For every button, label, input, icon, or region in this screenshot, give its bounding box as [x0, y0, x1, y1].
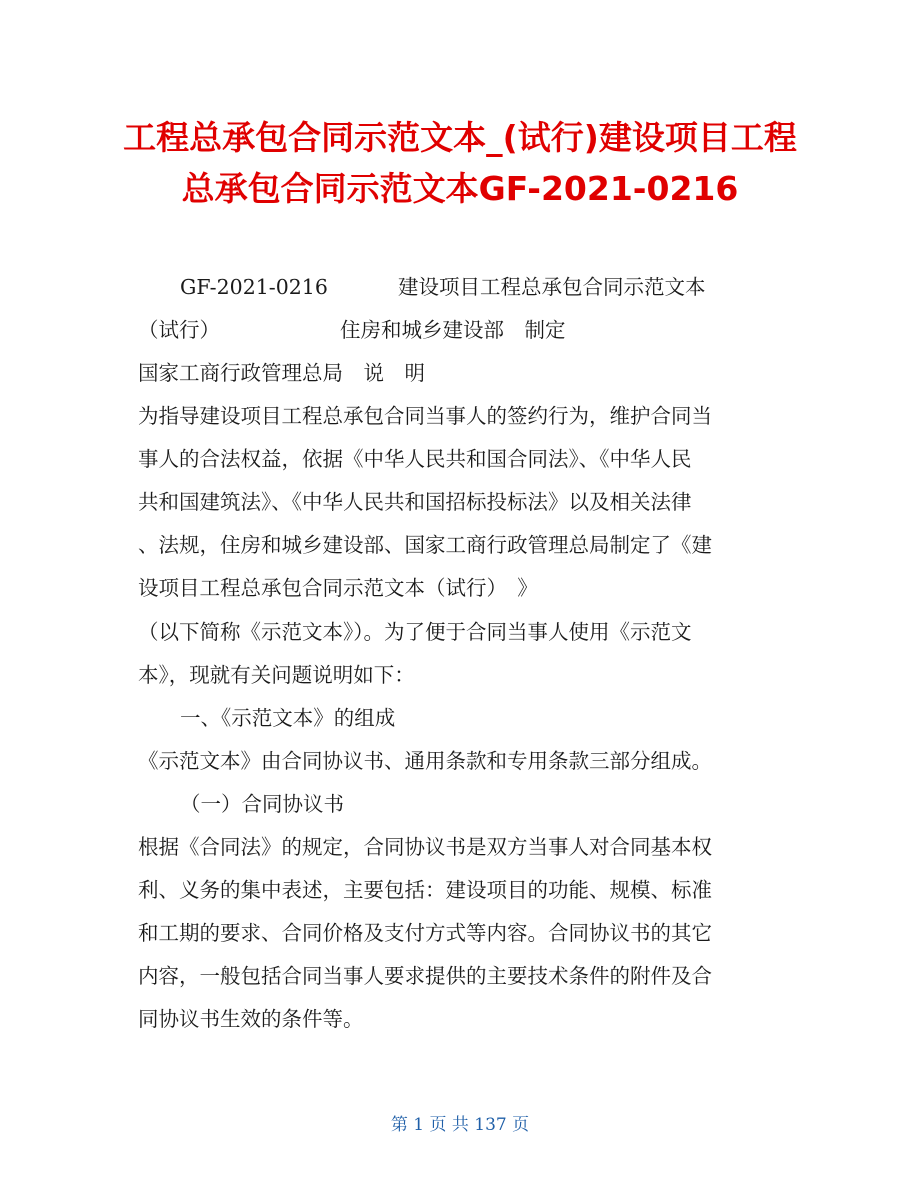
section-heading: 一、《示范文本》的组成	[180, 706, 396, 730]
paragraph-line: 根据《合同法》的规定，合同协议书是双方当事人对合同基本权	[138, 835, 712, 859]
paragraph-line: 同协议书生效的条件等。	[138, 1007, 364, 1031]
paragraph-line: 为指导建设项目工程总承包合同当事人的签约行为，维护合同当	[138, 404, 712, 428]
paragraph-line: 共和国建筑法》、《中华人民共和国招标投标法》以及相关法律	[138, 490, 692, 514]
paragraph-line: 和工期的要求、合同价格及支付方式等内容。合同协议书的其它	[138, 921, 712, 945]
header-name: 建设项目工程总承包合同示范文本	[398, 275, 706, 299]
document-title-line-1: 工程总承包合同示范文本_(试行)建设项目工程	[123, 118, 797, 157]
header-issuer-1: 住房和城乡建设部 制定	[340, 318, 566, 342]
section-text: 《示范文本》由合同协议书、通用条款和专用条款三部分组成。	[138, 749, 712, 773]
header-issuer-2: 国家工商行政管理总局 说 明	[138, 361, 425, 385]
paragraph-line: （以下简称《示范文本》）。为了便于合同当事人使用《示范文	[138, 620, 692, 644]
subsection-heading: （一）合同协议书	[180, 792, 344, 816]
paragraph-line: 、法规，住房和城乡建设部、国家工商行政管理总局制定了《建	[138, 533, 712, 557]
paragraph-line: 事人的合法权益，依据《中华人民共和国合同法》、《中华人民	[138, 447, 692, 471]
paragraph-line: 利、义务的集中表述，主要包括：建设项目的功能、规模、标准	[138, 878, 712, 902]
header-code: GF-2021-0216	[180, 275, 328, 299]
page-number-footer: 第 1 页 共 137 页	[390, 1115, 530, 1135]
header-trial: （试行）	[138, 318, 220, 342]
document-title-line-2: 总承包合同示范文本GF-2021-0216	[181, 169, 739, 208]
paragraph-line: 内容，一般包括合同当事人要求提供的主要技术条件的附件及合	[138, 964, 712, 988]
paragraph-line: 设项目工程总承包合同示范文本（试行） 》	[138, 576, 538, 600]
paragraph-line: 本》，现就有关问题说明如下：	[138, 663, 415, 687]
